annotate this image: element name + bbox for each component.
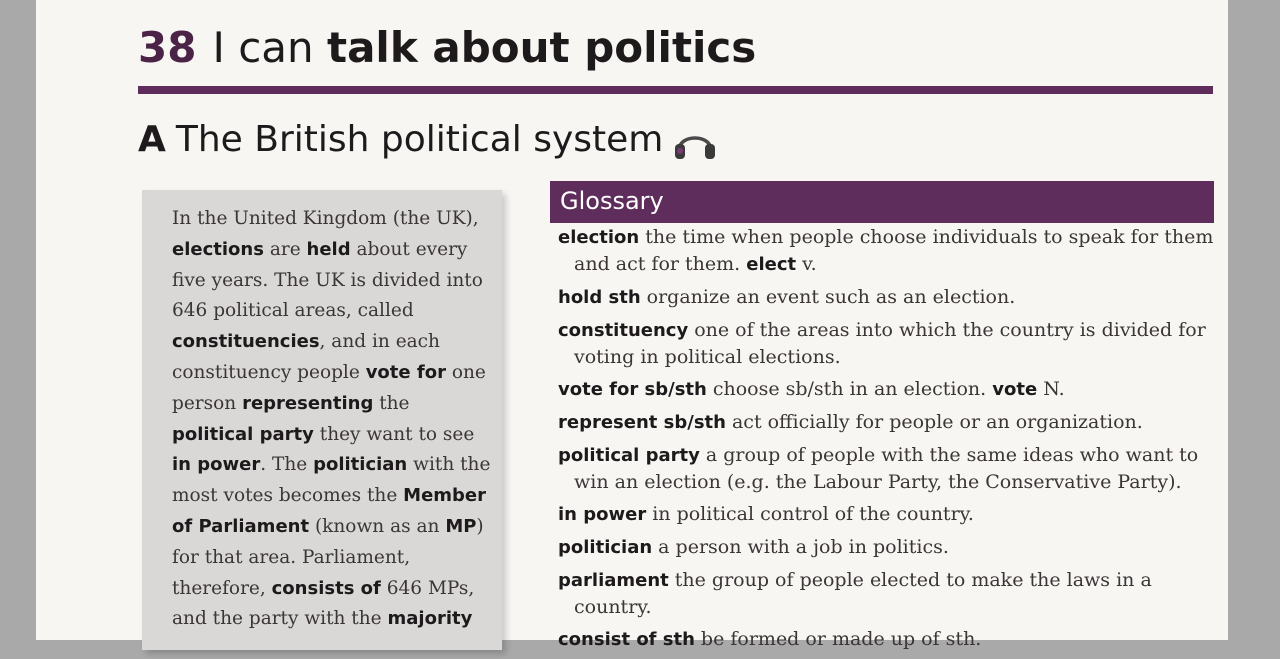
glossary-entry xyxy=(558,567,1218,620)
part-of-speech: N. xyxy=(1043,378,1065,400)
glossary-definition: the time when people choose individuals to speak for them and act for them. xyxy=(574,226,1214,275)
headphones-icon[interactable] xyxy=(673,121,717,157)
text-run: one person xyxy=(172,361,486,414)
text-run: with the most votes becomes the xyxy=(172,454,491,507)
text-run: . The xyxy=(260,454,314,476)
keyword: politician xyxy=(313,454,408,476)
glossary-entry xyxy=(558,284,1218,311)
glossary-entry xyxy=(558,409,1218,436)
text-run: ) for that area. Parliament, therefore, xyxy=(172,515,484,599)
glossary-definition: a person with a job in politics. xyxy=(658,536,949,558)
glossary-term: consist of sth xyxy=(558,629,695,650)
keyword: vote for xyxy=(365,361,446,383)
glossary-entry xyxy=(558,501,1218,528)
glossary-term: constituency xyxy=(558,320,689,341)
text-run: In the United Kingdom (the UK), xyxy=(172,208,479,229)
title-divider xyxy=(138,86,1213,94)
glossary-list xyxy=(558,224,1218,659)
keyword: constituencies xyxy=(172,331,320,353)
reading-text-box xyxy=(142,190,502,650)
section-heading xyxy=(138,112,717,168)
glossary-definition: in political control of the country. xyxy=(652,503,974,525)
derived-word: vote xyxy=(992,379,1038,400)
keyword: held xyxy=(306,238,351,260)
glossary-definition: the group of people elected to make the laws in a country. xyxy=(574,569,1152,618)
text-run: the xyxy=(373,392,410,414)
glossary-entry xyxy=(558,224,1218,278)
keyword: representing xyxy=(242,392,374,414)
derived-word: elect xyxy=(746,254,797,275)
unit-title-prefix: I can xyxy=(212,23,327,72)
keyword: political party xyxy=(172,423,314,445)
keyword: MP xyxy=(445,515,477,537)
section-title: The British political system xyxy=(175,119,664,160)
glossary-entry xyxy=(558,317,1218,370)
glossary-entry xyxy=(558,442,1218,495)
glossary-entry xyxy=(558,376,1218,403)
glossary-term: hold sth xyxy=(558,287,641,308)
part-of-speech: v. xyxy=(802,253,817,275)
keyword: majority xyxy=(387,608,473,630)
glossary-term: in power xyxy=(558,504,647,525)
glossary-definition: choose sb/sth in an election. xyxy=(712,378,987,400)
glossary-term: represent sb/sth xyxy=(558,412,726,433)
reading-paragraph xyxy=(142,190,492,635)
glossary-definition: act officially for people or an organization. xyxy=(731,411,1143,433)
glossary-term: election xyxy=(558,227,640,248)
text-run: (known as an xyxy=(309,515,446,537)
glossary-term: politician xyxy=(558,537,653,558)
keyword: Member of Parliament xyxy=(172,485,487,537)
textbook-page xyxy=(36,0,1228,650)
glossary-header xyxy=(550,181,1214,223)
keyword: elections xyxy=(172,238,264,260)
unit-title xyxy=(138,18,756,78)
text-run: are xyxy=(263,238,307,260)
glossary-term: political party xyxy=(558,445,700,466)
glossary-title: Glossary xyxy=(560,187,664,215)
text-run: they want to see xyxy=(313,423,475,445)
unit-number: 38 xyxy=(138,23,197,72)
glossary-definition: one of the areas into which the country is divided for voting in political elections. xyxy=(574,319,1206,368)
unit-title-bold: talk about politics xyxy=(327,23,757,72)
text-run: , and in each constituency people xyxy=(172,331,440,383)
keyword: consists of xyxy=(271,577,381,599)
glossary-term: vote for sb/sth xyxy=(558,379,707,400)
glossary-entry xyxy=(558,534,1218,561)
section-letter: A xyxy=(138,119,166,160)
text-run: 646 MPs, and the party with the xyxy=(172,577,475,630)
glossary-term: parliament xyxy=(558,570,669,591)
glossary-definition: be formed or made up of sth. xyxy=(700,628,982,650)
text-run: about every five years. The UK is divided into 646 political areas, called xyxy=(172,238,483,322)
glossary-definition: organize an event such as an election. xyxy=(646,286,1016,308)
glossary-definition: a group of people with the same ideas who want to win an election (e.g. the Labour Party, the Conservative Party). xyxy=(574,444,1199,493)
keyword: in power xyxy=(172,454,261,476)
